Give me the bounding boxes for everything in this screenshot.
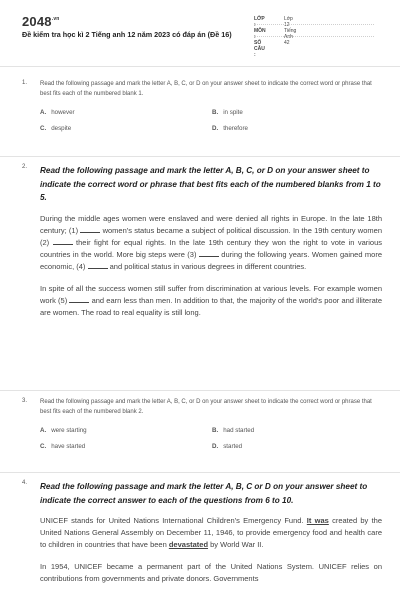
question-instruction: Read the following passage and mark the letter A, B, C, or D on your answer sheet to indicate the correct word or phrase that best fits each of the numbered blank 2. [40,399,372,415]
document-title: Đề kiểm tra học kì 2 Tiếng anh 12 năm 2023 có đáp án (Đề 16) [22,30,232,39]
reading-passage [40,213,382,320]
blank-1 [80,225,100,233]
question-4 [22,480,382,594]
question-1 [22,80,382,141]
question-number: 3. [22,398,28,404]
blank-2 [53,237,73,245]
question-2 [22,164,382,328]
question-number: 1. [22,80,28,86]
blank-4 [88,261,108,269]
reading-passage [40,515,382,585]
divider [0,66,400,67]
blank-5 [69,295,89,303]
answer-options [40,427,382,459]
passage-paragraph: In spite of all the success women still suffer from discrimination at various levels. For example women work (5) and earn less than men. In addition to that, the majority of the world's poor and illiterate are women. The road to real equality is still long. [40,283,383,317]
answer-options [40,109,382,141]
passage-paragraph: UNICEF stands for United Nations International Children's Emergency Fund. It was created by the United Nations General Assembly on December 11, 1946, to provide emergency food and health care to children in countries that have been devastated by World War II. [40,516,382,550]
passage-paragraph: In 1954, UNICEF became a permanent part of the United Nations System. UNICEF relies on contributions from governments and private donors. Governments [40,561,382,583]
option-b[interactable]: B. had started [212,427,255,434]
blank-3 [199,249,219,257]
option-d[interactable]: D. started [212,443,243,450]
question-instruction: Read the following passage and mark the letter A, B, C, or D on your answer sheet to indicate the correct word or phrase that best fits each of the numbered blank 1. [40,81,372,97]
question-number: 2. [22,164,28,170]
page-header: $2048^{.vn}$ Đề kiểm tra học kì 2 Tiếng anh 12 năm 2023 có đáp án (Đề 16) LỚP : Lớp 12 MÔN : Tiếng Anh SỐ CÂU : 42 [0,0,400,66]
option-b[interactable]: B. in spite [212,109,243,116]
site-logo[interactable]: $2048^{.vn}$ [22,14,60,29]
divider [0,472,400,473]
question-instruction: Read the following passage and mark the letter A, B, C, or D on your answer sheet to indicate the correct word or phrase that best fits each of the numbered blanks from 1 to 5. [40,166,381,202]
option-c[interactable]: C. despite [40,125,72,132]
question-3 [22,398,382,459]
divider [0,390,400,391]
question-instruction: Read the following passage and mark the letter A, B, C or D on your answer sheet to indicate the correct answer to each of the questions from 6 to 10. [40,482,368,505]
option-c[interactable]: C. have started [40,443,86,450]
option-a[interactable]: A. however [40,109,75,116]
passage-paragraph: During the middle ages women were enslaved and were denied all rights in Europe. In the late 18th century; (1) women's status became a subject of political discussion. In the 19th century women (2) their fight for equal rights. In the late 19th century they won the right to vote in various countries in the world. More big steps were (3) during the following years. Women gained more economic, (4) and political status in various degrees in different countries. [40,213,383,272]
option-a[interactable]: A. were starting [40,427,87,434]
option-d[interactable]: D. therefore [212,125,248,132]
divider [0,156,400,157]
question-number: 4. [22,480,28,486]
